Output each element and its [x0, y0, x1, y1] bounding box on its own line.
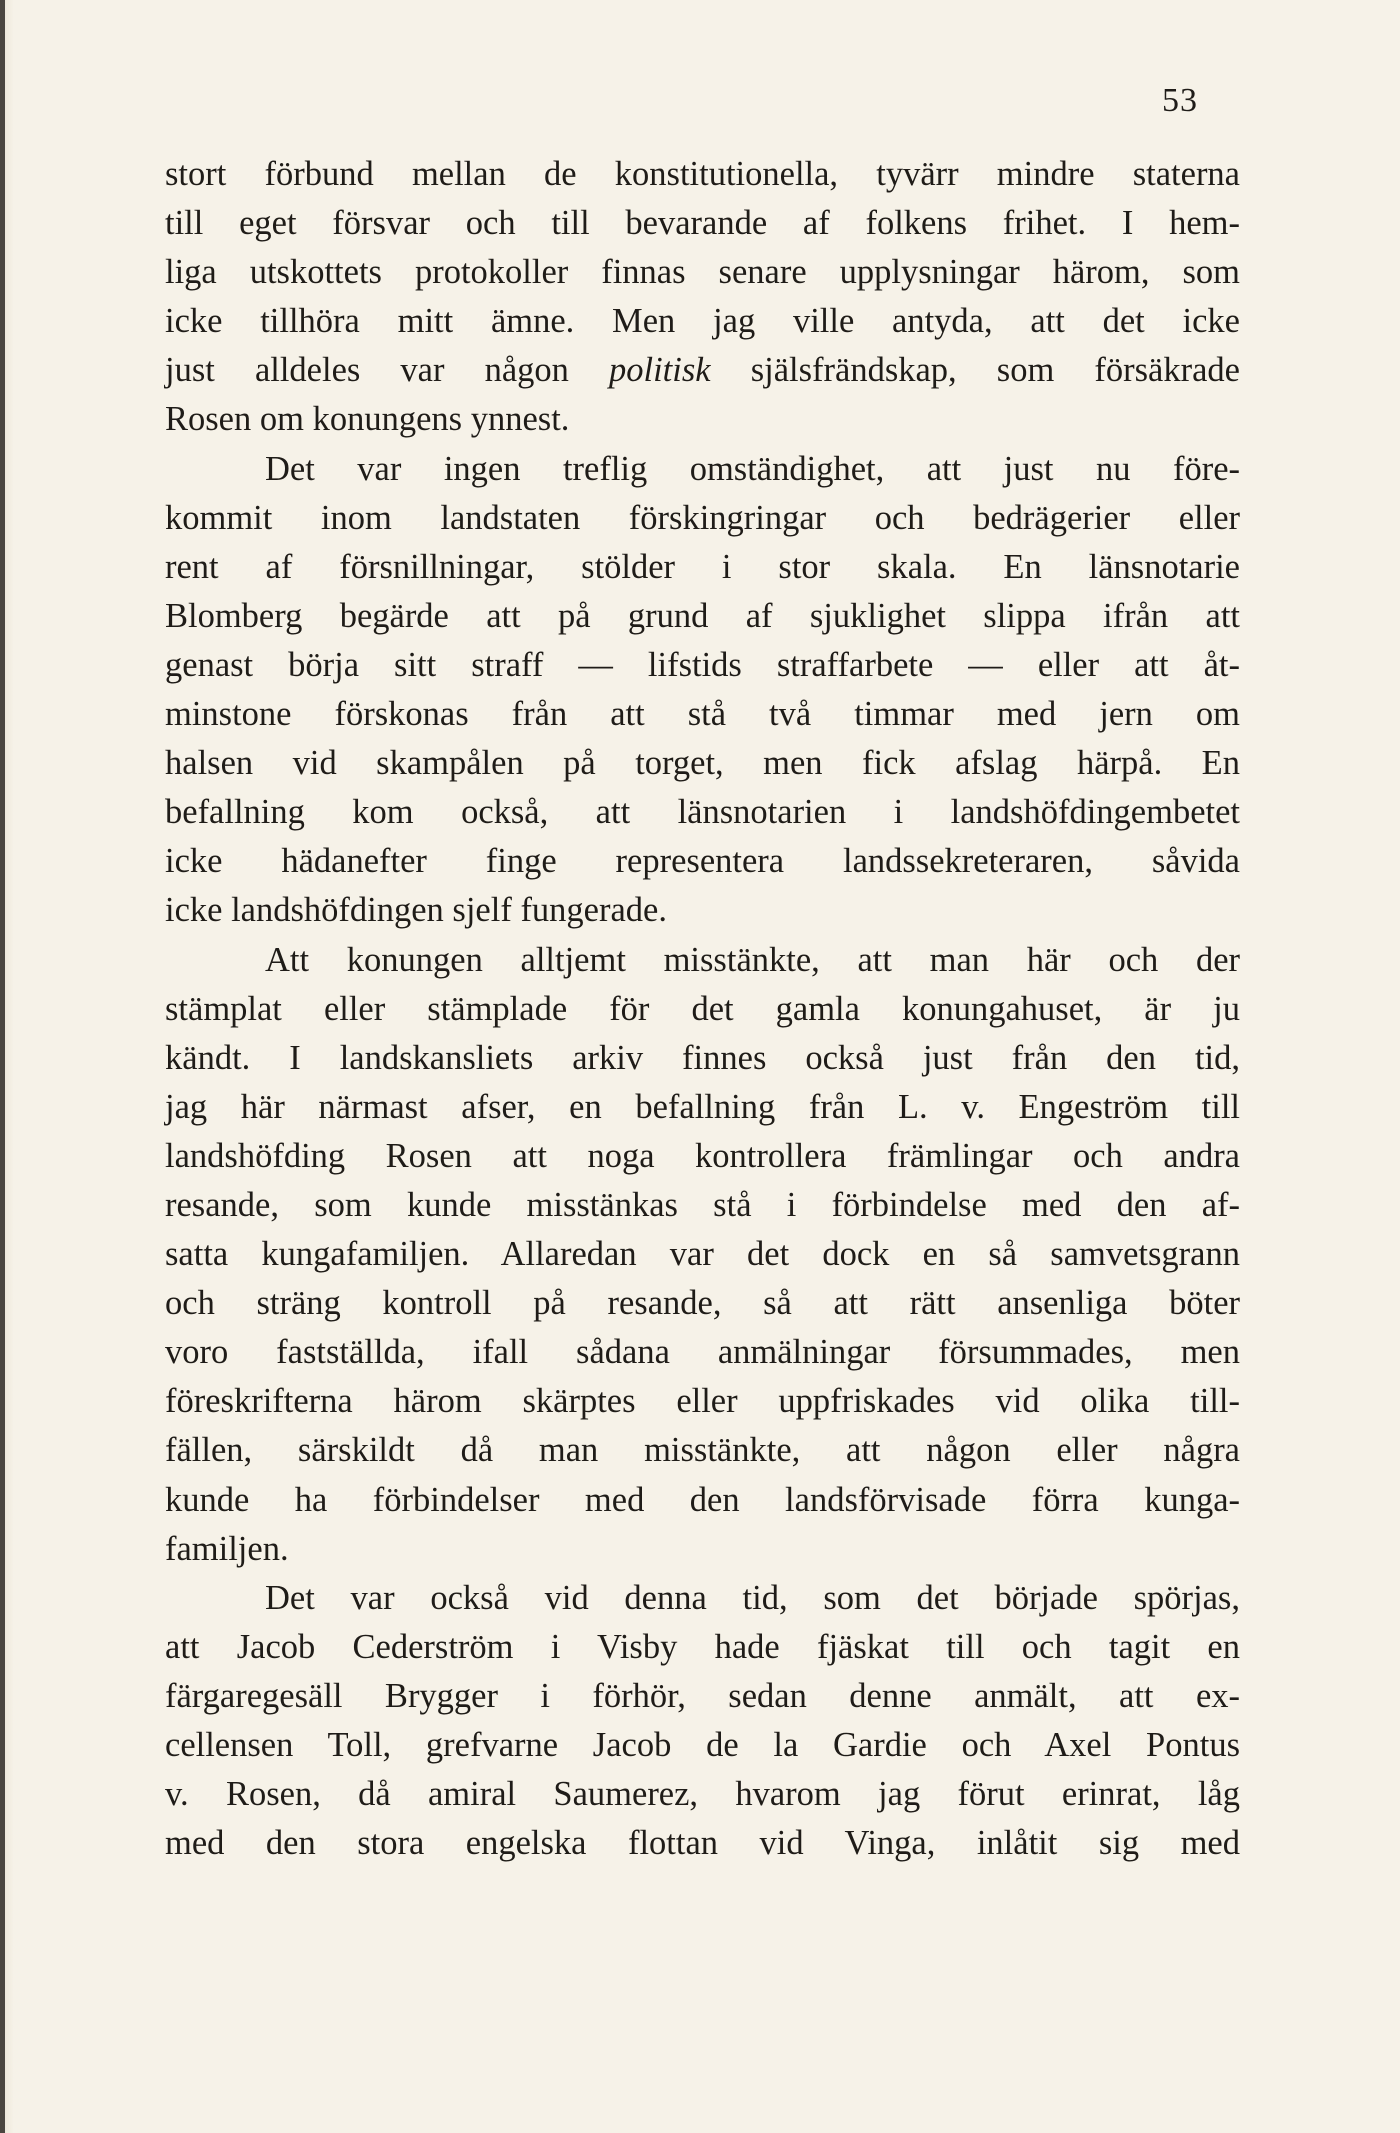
- text-segment: Det var ingen treflig omständighet, att just nu före-: [265, 449, 1240, 488]
- text-line: [165, 1181, 1240, 1230]
- text-line: [165, 1770, 1240, 1819]
- text-line: [165, 1132, 1240, 1181]
- text-line: [165, 1525, 1240, 1574]
- text-segment: och sträng kontroll på resande, så att rätt ansenliga böter: [165, 1284, 1240, 1323]
- text-line: [165, 248, 1240, 297]
- text-line: [165, 1279, 1240, 1328]
- text-line: [165, 297, 1240, 346]
- text-line: [165, 494, 1240, 543]
- text-segment: till eget försvar och till bevarande af folkens frihet. I hem-: [165, 204, 1240, 243]
- text-line: [165, 150, 1240, 199]
- text-line: [165, 788, 1240, 837]
- text-line: [165, 1230, 1240, 1279]
- text-segment: icke hädanefter finge representera landssekreteraren, såvida: [165, 842, 1240, 881]
- text-segment: stämplat eller stämplade för det gamla konungahuset, är ju: [165, 989, 1240, 1028]
- text-segment: själsfrändskap, som försäkrade: [710, 351, 1240, 390]
- page-number: 53: [1162, 82, 1198, 119]
- text-segment: jag här närmast afser, en befallning från L. v. Engeström till: [165, 1087, 1240, 1126]
- text-segment: familjen.: [165, 1529, 289, 1568]
- text-line: [165, 346, 1240, 395]
- text-line: [165, 1377, 1240, 1426]
- text-segment: just alldeles var någon: [165, 351, 609, 390]
- text-line: [165, 739, 1240, 788]
- text-segment: minstone förskonas från att stå två timmar med jern om: [165, 695, 1240, 734]
- text-line: [165, 641, 1240, 690]
- text-segment: med den stora engelska flottan vid Vinga, inlåtit sig med: [165, 1824, 1240, 1863]
- text-segment: kommit inom landstaten förskingringar och bedrägerier eller: [165, 498, 1240, 537]
- text-segment: rent af försnillningar, stölder i stor skala. En länsnotarie: [165, 547, 1240, 586]
- text-segment: kändt. I landskansliets arkiv finnes också just från den tid,: [165, 1038, 1240, 1077]
- text-line: [165, 1426, 1240, 1475]
- text-segment: voro fastställda, ifall sådana anmälningar försummades, men: [165, 1333, 1240, 1372]
- text-line: [165, 199, 1240, 248]
- text-segment: Det var också vid denna tid, som det började spörjas,: [265, 1578, 1240, 1617]
- text-segment: icke tillhöra mitt ämne. Men jag ville antyda, att det icke: [165, 302, 1240, 341]
- text-segment: föreskrifterna härom skärptes eller uppfriskades vid olika till-: [165, 1382, 1240, 1421]
- text-segment: v. Rosen, då amiral Saumerez, hvarom jag förut erinrat, låg: [165, 1775, 1240, 1814]
- text-segment: satta kungafamiljen. Allaredan var det dock en så samvetsgrann: [165, 1235, 1240, 1274]
- text-line: [165, 1034, 1240, 1083]
- page-edge: [0, 0, 5, 2133]
- text-line: [165, 1574, 1240, 1623]
- text-segment: genast börja sitt straff — lifstids straffarbete — eller att åt-: [165, 645, 1240, 684]
- text-segment: Att konungen alltjemt misstänkte, att man här och der: [265, 940, 1240, 979]
- text-segment: fällen, särskildt då man misstänkte, att någon eller några: [165, 1431, 1240, 1470]
- text-segment: icke landshöfdingen sjelf fungerade.: [165, 891, 667, 930]
- text-segment: cellensen Toll, grefvarne Jacob de la Gardie och Axel Pontus: [165, 1726, 1240, 1764]
- text-segment: Rosen om konungens ynnest.: [165, 400, 570, 439]
- text-line: [165, 690, 1240, 739]
- text-line: [165, 1623, 1240, 1672]
- text-segment: kunde ha förbindelser med den landsförvisade förra kunga-: [165, 1480, 1240, 1519]
- text-segment: halsen vid skampålen på torget, men fick afslag härpå. En: [165, 744, 1240, 783]
- text-line: [165, 445, 1240, 494]
- text-line: [165, 886, 1240, 935]
- text-line: [165, 936, 1240, 985]
- italic-word: politisk: [609, 351, 711, 390]
- body-text: [165, 150, 1240, 1868]
- text-line: [165, 1476, 1240, 1525]
- text-line: [165, 1083, 1240, 1132]
- text-segment: Blomberg begärde att på grund af sjuklighet slippa ifrån att: [165, 596, 1240, 635]
- text-line: [165, 1819, 1240, 1868]
- text-segment: färgaregesäll Brygger i förhör, sedan denne anmält, att ex-: [165, 1676, 1240, 1715]
- text-line: [165, 985, 1240, 1034]
- text-line: [165, 395, 1240, 444]
- text-line: [165, 1672, 1240, 1721]
- text-line: [165, 592, 1240, 641]
- text-segment: resande, som kunde misstänkas stå i förbindelse med den af-: [165, 1185, 1240, 1224]
- text-segment: stort förbund mellan de konstitutionella, tyvärr mindre staterna: [165, 155, 1240, 193]
- text-segment: befallning kom också, att länsnotarien i landshöfdingembetet: [165, 793, 1240, 832]
- text-segment: landshöfding Rosen att noga kontrollera främlingar och andra: [165, 1136, 1240, 1175]
- text-line: [165, 1721, 1240, 1770]
- text-segment: att Jacob Cederström i Visby hade fjäskat till och tagit en: [165, 1627, 1240, 1666]
- text-segment: liga utskottets protokoller finnas senare upplysningar härom, som: [165, 253, 1240, 292]
- text-line: [165, 1328, 1240, 1377]
- text-line: [165, 837, 1240, 886]
- text-line: [165, 543, 1240, 592]
